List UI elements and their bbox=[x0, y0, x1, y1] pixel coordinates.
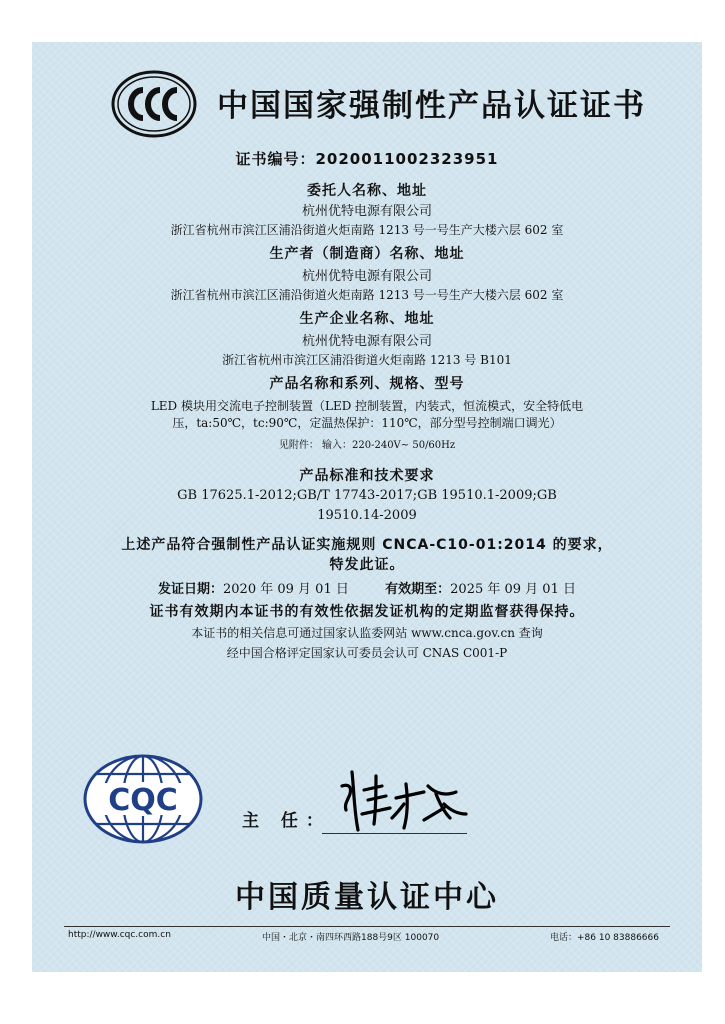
client-address: 浙江省杭州市滨江区浦沿街道火炬南路 1213 号一号生产大楼六层 602 室 bbox=[170, 223, 564, 237]
factory-name: 杭州优特电源有限公司 bbox=[301, 334, 432, 349]
factory-address: 浙江省杭州市滨江区浦沿街道火炬南路 1213 号 B101 bbox=[222, 353, 512, 367]
product-annex: 见附件： 输入：220-240V~ 50/60Hz bbox=[278, 440, 456, 451]
client-name: 杭州优特电源有限公司 bbox=[301, 204, 432, 219]
product-line-2: 压，ta:50℃，tc:90℃，定温热保护：110℃，部分型号控制端口调光） bbox=[172, 416, 562, 430]
standards-heading: 产品标准和技术要求 bbox=[299, 468, 435, 484]
cert-no-value: 2020011002323951 bbox=[315, 150, 499, 168]
certificate-number bbox=[32, 148, 702, 169]
manufacturer-address: 浙江省杭州市滨江区浦沿街道火炬南路 1213 号一号生产大楼六层 602 室 bbox=[170, 288, 564, 302]
cqc-logo-text: CQC bbox=[108, 783, 178, 818]
validity-note: 证书有效期内本证书的有效性依据发证机构的定期监督获得保持。 bbox=[149, 604, 585, 620]
product-line-1: LED 模块用交流电子控制装置（LED 控制装置，内装式，恒流模式，安全特低电 bbox=[150, 399, 584, 413]
director-label: 主 任： bbox=[242, 811, 331, 831]
conformity-line-2: 特发此证。 bbox=[329, 557, 405, 573]
conformity-line-1: 上述产品符合强制性产品认证实施规则 CNCA-C10-01:2014 的要求， bbox=[121, 537, 613, 553]
issue-date-value: 2020 年 09 月 01 日 bbox=[223, 582, 349, 597]
factory-heading: 生产企业名称、地址 bbox=[299, 311, 435, 327]
signature-line bbox=[322, 833, 467, 834]
footer-url[interactable] bbox=[68, 930, 171, 940]
certificate-title: 中国国家强制性产品认证证书 bbox=[217, 88, 646, 124]
footer-address: 中国・北京・南四环西路188号9区 100070 bbox=[262, 933, 440, 943]
manufacturer-heading: 生产者（制造商）名称、地址 bbox=[269, 246, 465, 262]
ccc-logo-icon bbox=[110, 68, 198, 140]
footer-url-link[interactable]: http://www.cqc.com.cn bbox=[68, 930, 171, 940]
footer-divider bbox=[64, 926, 670, 927]
dates-row bbox=[32, 578, 702, 597]
cert-no-label: 证书编号： bbox=[235, 150, 316, 168]
standards-line-1: GB 17625.1-2012;GB/T 17743-2017;GB 19510.1-2009;GB bbox=[177, 488, 557, 503]
info-note: 本证书的相关信息可通过国家认监委网站 www.cnca.gov.cn 查询 bbox=[191, 626, 543, 640]
issue-date-label: 发证日期： bbox=[158, 582, 224, 597]
director-signature bbox=[332, 764, 472, 834]
issuer-name: 中国质量认证中心 bbox=[235, 880, 499, 915]
manufacturer-name: 杭州优特电源有限公司 bbox=[301, 269, 432, 284]
standards-line-2: 19510.14-2009 bbox=[317, 508, 417, 523]
product-heading: 产品名称和系列、规格、型号 bbox=[269, 376, 465, 392]
valid-date-label: 有效期至： bbox=[385, 582, 451, 597]
valid-date-value: 2025 年 09 月 01 日 bbox=[450, 582, 576, 597]
accreditation-note: 经中国合格评定国家认可委员会认可 CNAS C001-P bbox=[226, 646, 508, 660]
footer-phone: 电话：+86 10 83886666 bbox=[550, 933, 659, 943]
cqc-logo-icon bbox=[78, 752, 208, 846]
client-heading: 委托人名称、地址 bbox=[307, 183, 427, 199]
certificate bbox=[32, 42, 702, 972]
